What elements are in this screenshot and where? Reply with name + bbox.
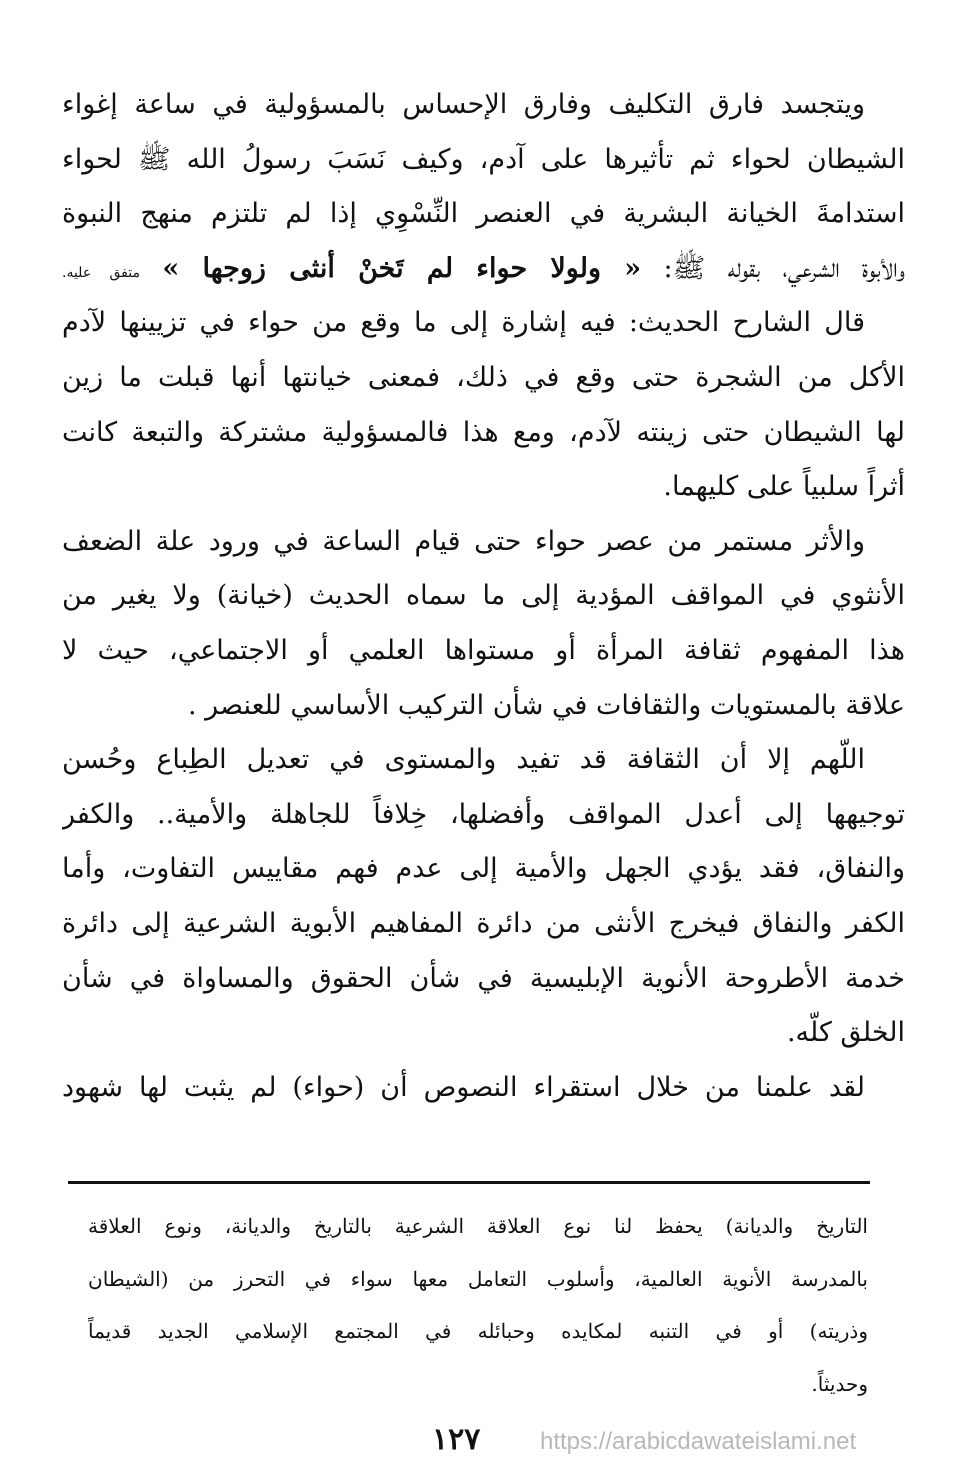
- footnote-line: بالمدرسة الأنوية العالمية، وأسلوب التعامل معها سواء في التحرز من (الشيطان: [88, 1266, 868, 1291]
- hadith-prefix: والأبوة الشرعي، بقوله ﷺ:: [641, 252, 905, 284]
- text-line: ويتجسد فارق التكليف وفارق الإحساس بالمسؤولية في ساعة إغواء: [62, 89, 865, 120]
- footnote: [88, 1200, 868, 1410]
- text-line: الشيطان لحواء ثم تأثيرها على آدم، وكيف نَسَبَ رسولُ الله ﷺ لحواء: [62, 143, 905, 175]
- watermark-url: https://arabicdawateislami.net: [540, 1428, 857, 1455]
- text-line: لها الشيطان حتى زينته لآدم، ومع هذا فالمسؤولية مشتركة والتبعة كانت: [62, 416, 905, 448]
- text-line: والأثر مستمر من عصر حواء حتى قيام الساعة في ورود علة الضعف: [62, 525, 865, 557]
- page-number: ١٢٧: [432, 1422, 481, 1457]
- text-line: والنفاق، فقد يؤدي الجهل والأمية إلى عدم فهم مقاييس التفاوت، وأما: [62, 853, 905, 885]
- text-line: استدامةَ الخيانة البشرية في العنصر النِّسْوِي إذا لم تلتزم منهج النبوة: [62, 198, 905, 230]
- footnote-line: وحديثاً.: [811, 1371, 868, 1396]
- text-line: قال الشارح الحديث: فيه إشارة إلى ما وقع من حواء في تزيينها لآدم: [62, 307, 865, 339]
- footnote-divider: [68, 1181, 870, 1184]
- text-line: خدمة الأطروحة الأنوية الإبليسية في شأن الحقوق والمساواة في شأن: [62, 962, 905, 994]
- hadith-quote: « ولولا حواء لم تَخنْ أنثى زوجها »: [162, 252, 642, 284]
- text-line: هذا المفهوم ثقافة المرأة أو مستواها العلمي أو الاجتماعي، حيث لا: [62, 634, 905, 666]
- text-line: لقد علمنا من خلال استقراء النصوص أن (حواء) لم يثبت لها شهود: [62, 1071, 865, 1103]
- text-line: الأكل من الشجرة حتى وقع في ذلك، فمعنى خيانتها أنها قبلت ما زين: [62, 361, 905, 393]
- main-text: [62, 78, 905, 1115]
- footnote-line: التاريخ والديانة) يحفظ لنا نوع العلاقة الشرعية بالتاريخ والديانة، ونوع العلاقة: [88, 1214, 868, 1238]
- text-line: علاقة بالمستويات والثقافات في شأن التركيب الأساسي للعنصر .: [187, 689, 905, 721]
- text-line: الكفر والنفاق فيخرج الأنثى من دائرة المفاهيم الأبوية الشرعية إلى دائرة: [62, 907, 905, 939]
- text-line: الخلق كلّه.: [786, 1017, 905, 1049]
- text-line: اللّهم إلا أن الثقافة قد تفيد والمستوى في تعديل الطِباع وحُسن: [62, 744, 865, 776]
- hadith-source: متفق عليه.: [62, 264, 140, 281]
- text-line: الأنثوي في المواقف المؤدية إلى ما سماه الحديث (خيانة) ولا يغير من: [62, 580, 905, 612]
- text-line: أثراً سلبياً على كليهما.: [663, 471, 905, 503]
- footnote-line: وذريته) أو في التنبه لمكايده وحبائله في المجتمع الإسلامي الجديد قديماً: [88, 1319, 868, 1343]
- text-line: توجيهها إلى أعدل المواقف وأفضلها، خِلافاً للجاهلة والأمية.. والكفر: [62, 798, 905, 830]
- hadith-line: [62, 242, 905, 297]
